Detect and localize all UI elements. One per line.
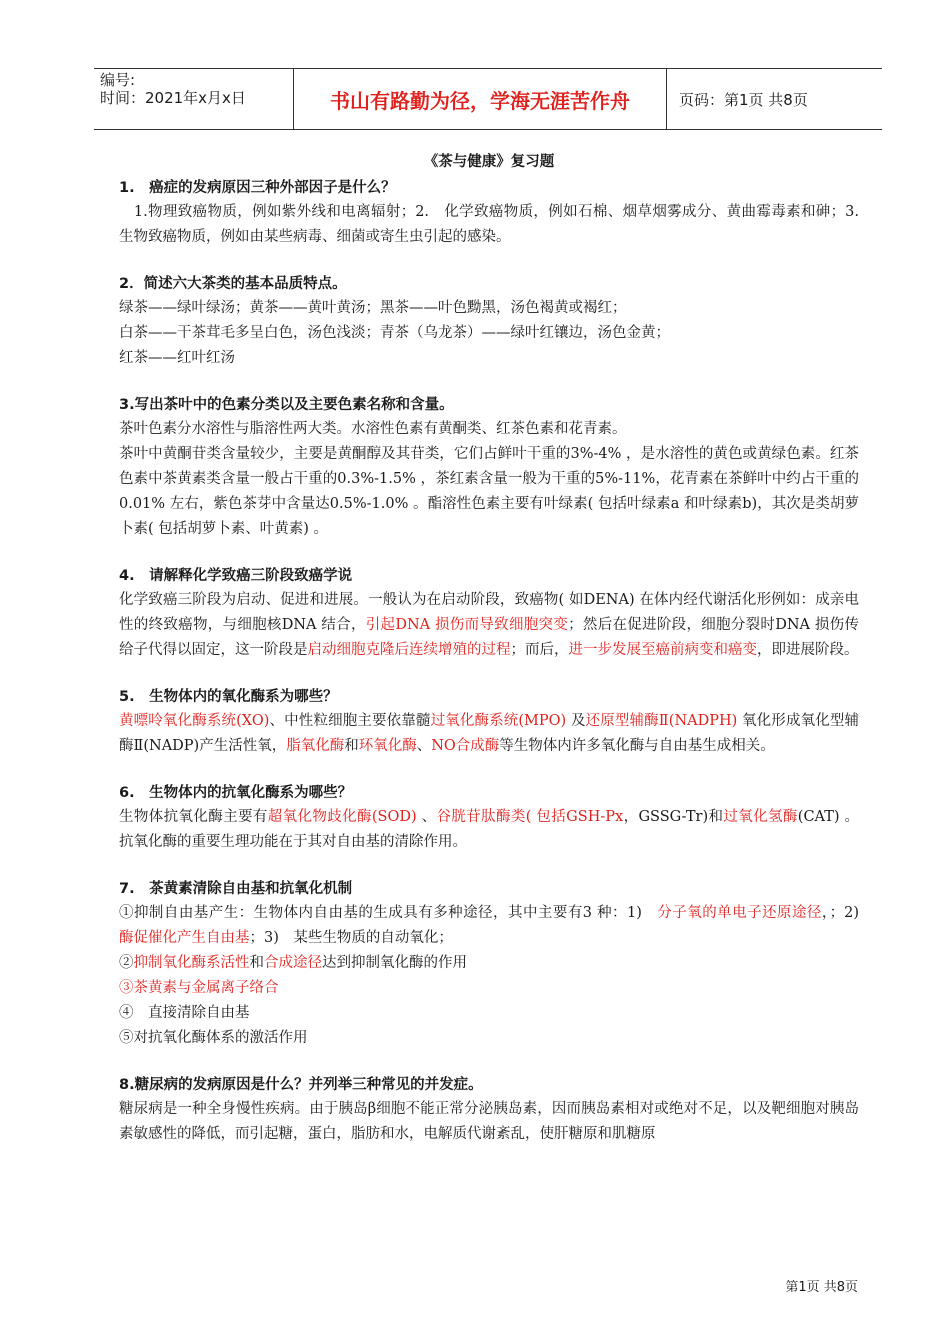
highlight-text: 引起DNA 损伤而导致细胞突变	[365, 617, 569, 633]
answer-6-text: (CAT) 。抗氧化酶的重要生理功能在于其对自由基的清除作用。	[119, 809, 860, 850]
highlight-text: 酶促催化产生自由基	[119, 930, 250, 946]
header-meta	[94, 69, 294, 129]
answer-2-line-1: 绿茶——绿叶绿汤；黄茶——黄叶黄汤；黑茶——叶色黝黑，汤色褐黄或褐红；	[119, 300, 627, 316]
question-4: 4. 请解释化学致癌三阶段致癌学说	[119, 568, 353, 584]
answer-7-text: ①抑制自由基产生：生物体内自由基的生成具有多种途径，其中主要有3 种：1)	[119, 905, 658, 921]
highlight-text: NO合成酶	[431, 738, 500, 754]
answer-4-text: ，即进展阶段。	[757, 642, 859, 658]
question-6: 6. 生物体内的抗氧化酶系为哪些？	[119, 785, 353, 801]
highlight-text: 环氧化酶	[358, 738, 417, 754]
page-footer: 第1页 共8页	[785, 1280, 858, 1295]
answer-7-text: 达到抑制氧化酶的作用	[322, 955, 467, 971]
highlight-text: 抑制氧化酶系活性	[133, 955, 250, 971]
highlight-text: 启动细胞克隆后连续增殖的过程	[307, 642, 511, 658]
highlight-text: 过氧化酶系统(MPO)	[430, 713, 567, 729]
highlight-text: 进一步发展至癌前病变和癌变	[568, 642, 757, 658]
highlight-text: 超氧化物歧化酶(SOD)	[267, 809, 417, 825]
answer-4-text: ；然后在促进阶段，细胞分裂时DNA 损伤传给子代得以固定，这一阶段是	[119, 617, 859, 658]
question-8: 8.糖尿病的发病原因是什么？并列举三种常见的并发症。	[119, 1077, 483, 1093]
answer-4-text: 化学致癌三阶段为启动、促进和进展。一般认为在启动阶段，致癌物( 如DENA) 在体内经代谢活化形例如：成亲电性的终致癌物，与细胞核DNA 结合，	[119, 592, 859, 633]
answer-5-text: 氧化形成氧化型辅酶Ⅱ(NADP)产生活性氧，	[119, 713, 859, 754]
answer-5-text: 、	[416, 738, 432, 754]
answer-7-item-5: ⑤对抗氧化酶体系的激活作用	[119, 1030, 308, 1046]
answer-3-line-1: 茶叶色素分水溶性与脂溶性两大类。水溶性色素有黄酮类、红茶色素和花青素。	[119, 421, 627, 437]
document-title: 《茶与健康》复习题	[423, 153, 555, 170]
answer-5-text: 等生物体内许多氧化酶与自由基生成相关。	[499, 738, 775, 754]
answer-8: 糖尿病是一种全身慢性疾病。由于胰岛β细胞不能正常分泌胰岛素，因而胰岛素相对或绝对不足，以及靶细胞对胰岛素敏感性的降低，而引起糖，蛋白，脂肪和水，电解质代谢紊乱，使肝糖原和肌糖原	[119, 1101, 859, 1142]
answer-7-item-1	[119, 901, 874, 951]
answer-7-item-2	[119, 951, 859, 976]
answer-7-text: ，；2)	[821, 905, 874, 921]
answer-5-text: 及	[566, 713, 586, 729]
answer-4	[119, 588, 859, 663]
question-2: 2．简述六大茶类的基本品质特点。	[119, 276, 347, 292]
answer-7-item-4: ④ 直接清除自由基	[119, 1005, 250, 1021]
highlight-text: 脂氧化酶	[286, 738, 345, 754]
highlight-text: 过氧化氢酶	[723, 809, 798, 825]
answer-4-text: ；而后，	[510, 642, 569, 658]
page-header	[94, 68, 882, 130]
header-motto: 书山有路勤为径，学海无涯苦作舟	[294, 69, 667, 129]
answer-7-text: ；3) 某些生物质的自动氧化；	[249, 930, 453, 946]
question-5: 5. 生物体内的氧化酶系为哪些？	[119, 689, 338, 705]
question-1: 1. 癌症的发病原因三种外部因子是什么？	[119, 180, 396, 196]
answer-6-text: 、	[416, 809, 437, 825]
answer-6-text: 生物体抗氧化酶主要有	[119, 809, 268, 825]
answer-3-paragraph: 茶叶中黄酮苷类含量较少，主要是黄酮醇及其苷类，它们占鲜叶干重的3%-4% ，是水溶性的黄色或黄绿色素。红茶色素中茶黄素类含量一般占干重的0.3%-1.5% ，茶红素含量一般为干重的5%-11%，花青素在茶鲜叶中约占干重的0.01% 左右，紫色茶芽中含量达0.5%-1.0% 。酯溶性色素主要有叶绿素( 包括叶绿素a 和叶绿素b)，其次是类胡萝卜素( 包括胡萝卜素、叶黄素) 。	[119, 446, 859, 537]
answer-2-line-3: 红茶——红叶红汤	[119, 350, 235, 366]
answer-5	[119, 709, 859, 759]
answer-7-item-3: ③茶黄素与金属离子络合	[119, 980, 279, 996]
question-7: 7. 茶黄素清除自由基和抗氧化机制	[119, 881, 353, 897]
highlight-text: 黄嘌呤氧化酶系统(XO)	[119, 713, 270, 729]
answer-5-text: 、中性粒细胞主要依靠髓	[269, 713, 431, 729]
document-body	[119, 150, 874, 1147]
question-3: 3.写出茶叶中的色素分类以及主要色素名称和含量。	[119, 397, 454, 413]
highlight-text: 分子氧的单电子还原途径	[657, 905, 822, 921]
answer-1: 1.物理致癌物质，例如紫外线和电离辐射；2. 化学致癌物质，例如石棉、烟草烟雾成分、黄曲霉毒素和砷；3. 生物致癌物质，例如由某些病毒、细菌或寄生虫引起的感染。	[119, 204, 874, 245]
answer-7-text: 和	[249, 955, 264, 971]
highlight-text: 合成途径	[264, 955, 322, 971]
answer-6-text: ，GSSG-Tr)和	[623, 809, 724, 825]
document-number: 编号:	[100, 71, 136, 89]
answer-7-text: ②	[119, 955, 134, 971]
highlight-text: 还原型辅酶Ⅱ(NADPH)	[585, 713, 738, 729]
answer-5-text: 和	[344, 738, 359, 754]
answer-6	[119, 805, 859, 855]
document-time: 时间：2021年x月x日	[100, 89, 246, 107]
header-page-info: 页码：第1页 共8页	[679, 90, 808, 109]
answer-2-line-2: 白茶——干茶茸毛多呈白色，汤色浅淡；青茶（乌龙茶）——绿叶红镶边，汤色金黄；	[119, 325, 670, 341]
highlight-text: 谷胱苷肽酶类( 包括GSH-Px	[436, 809, 624, 825]
